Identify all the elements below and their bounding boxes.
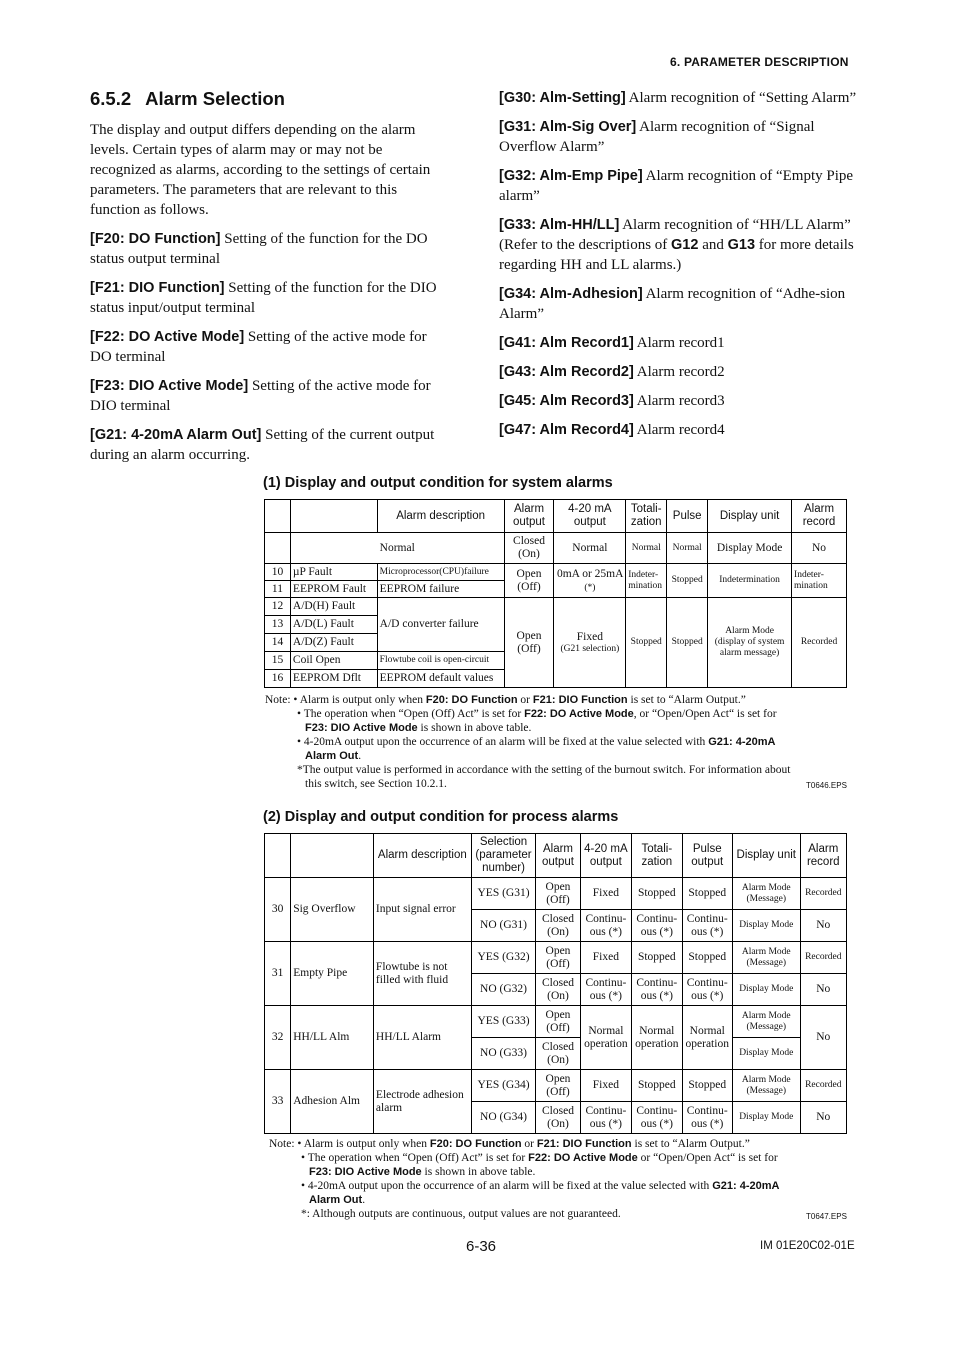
param-f20: [F20: DO Function] Setting of the function for the DO status output terminal: [90, 231, 428, 267]
param-g32: [G32: Alm-Emp Pipe] Alarm recognition of “Empty Pipe alarm”: [499, 168, 854, 204]
param-g30: [G30: Alm-Setting] Alarm recognition of “Setting Alarm”: [499, 90, 857, 106]
table-row: NO (G32) Closed (On) Continu-ous (*) Continu-ous (*) Continu-ous (*) Display Mode No: [265, 974, 847, 1006]
table-header-row: Alarm description Alarm output 4-20 mA output Totali-zation Pulse Display unit Alarm record: [265, 500, 847, 533]
param-g34: [G34: Alm-Adhesion] Alarm recognition of “Adhe-sion Alarm”: [499, 286, 846, 322]
param-f21: [F21: DIO Function] Setting of the function for the DIO status input/output terminal: [90, 280, 437, 316]
table2-title: (2) Display and output condition for process alarms: [263, 809, 619, 825]
table-header-row: Alarm description Selection (parameter number) Alarm output 4-20 mA output Totali-zation Pulse output Display unit Alarm record: [265, 834, 847, 878]
param-f22: [F22: DO Active Mode] Setting of the active mode for DO terminal: [90, 329, 427, 365]
param-g41: [G41: Alm Record1] Alarm record1: [499, 335, 725, 351]
table1-title: (1) Display and output condition for system alarms: [263, 475, 613, 491]
page-number: 6-36: [466, 1238, 497, 1255]
param-g47: [G47: Alm Record4] Alarm record4: [499, 422, 725, 438]
right-column: [499, 88, 861, 449]
section-title: Alarm Selection: [145, 88, 285, 109]
table-row: Normal Closed (On) Normal Normal Normal Display Mode No: [265, 533, 847, 564]
intro-paragraph: The display and output differs depending on the alarm levels. Certain types of alarm may or may not be recognized as alarms, according to the settings of certain parameters. The parameters that are relevant to this function as follows.: [90, 122, 431, 218]
param-g33: [G33: Alm-HH/LL] Alarm recognition of “HH/LL Alarm” (Refer to the descriptions of G12 and G13 for more details regarding HH and LL alarms.): [499, 217, 854, 273]
table1-tag: T0646.EPS: [806, 781, 847, 790]
table-row: 31 Empty Pipe Flowtube is not filled with fluid YES (G32) Open (Off) Fixed Stopped Stopped Alarm Mode (Message) Recorded: [265, 942, 847, 974]
process-alarms-table: [264, 833, 847, 1134]
table-row: NO (G31) Closed (On) Continu-ous (*) Continu-ous (*) Continu-ous (*) Display Mode No: [265, 910, 847, 942]
table1-notes: Note: • Alarm is output only when F20: DO Function or F21: DIO Function is set to “Alarm Output.” • The operation when “Open (Off) Act” is set for F22: DO Active Mode, or “Open/Open Act“ is set for F23: DIO Active Mode is shown in above table. • 4-20mA output upon the occurrence of an alarm will be fixed at the value selected with G21: 4-20mA Alarm Out. *The output value is performed in accordance with the setting of the burnout switch. For information about this switch, see Section 10.2.1.: [265, 694, 791, 790]
table-row: 10 µP Fault Microprocessor(CPU)failure Open (Off) 0mA or 25mA (*) Indeter-mination Stopped Indetermination Indeter-mination: [265, 564, 847, 581]
table-row: NO (G34) Closed (On) Continu-ous (*) Continu-ous (*) Continu-ous (*) Display Mode No: [265, 1102, 847, 1134]
table-row: 33 Adhesion Alm Electrode adhesion alarm YES (G34) Open (Off) Fixed Stopped Stopped Alarm Mode (Message) Recorded: [265, 1070, 847, 1102]
table2-notes: Note: • Alarm is output only when F20: DO Function or F21: DIO Function is set to “Alarm Output.” • The operation when “Open (Off) Act” is set for F22: DO Active Mode or “Open/Open Act“ is set for F23: DIO Active Mode is shown in above table. • 4-20mA output upon the occurrence of an alarm will be fixed at the value selected with G21: 4-20mA Alarm Out. *: Although outputs are continuous, output values are not guaranteed.: [269, 1138, 780, 1220]
section-number: 6.5.2: [90, 88, 132, 109]
table-row: 32 HH/LL Alm HH/LL Alarm YES (G33) Open (Off) Normal operation Normal operation Normal operation Alarm Mode (Message) No: [265, 1006, 847, 1038]
document-id: IM 01E20C02-01E: [760, 1240, 855, 1252]
table-row: 13 A/D(L) Fault: [265, 616, 847, 634]
table-row: 16 EEPROM Dflt EEPROM default values: [265, 670, 847, 688]
param-g21: [G21: 4-20mA Alarm Out] Setting of the current output during an alarm occurring.: [90, 427, 435, 463]
table2-tag: T0647.EPS: [806, 1212, 847, 1221]
running-header: 6. PARAMETER DESCRIPTION: [670, 55, 849, 69]
param-g45: [G45: Alm Record3] Alarm record3: [499, 393, 725, 409]
param-g31: [G31: Alm-Sig Over] Alarm recognition of “Signal Overflow Alarm”: [499, 119, 815, 155]
table-row: NO (G33) Closed (On) Display Mode: [265, 1038, 847, 1070]
table-row: 15 Coil Open Flowtube coil is open-circuit: [265, 652, 847, 670]
section-heading: [90, 88, 450, 110]
param-g43: [G43: Alm Record2] Alarm record2: [499, 364, 725, 380]
table-row: 30 Sig Overflow Input signal error YES (G31) Open (Off) Fixed Stopped Stopped Alarm Mode (Message) Recorded: [265, 878, 847, 910]
table-row: 12 A/D(H) Fault A/D converter failure Open (Off) Fixed (G21 selection) Stopped Stopped Alarm Mode (display of system alarm message) Recorded: [265, 598, 847, 616]
table-row: 11 EEPROM Fault EEPROM failure: [265, 581, 847, 598]
table-row: 14 A/D(Z) Fault: [265, 634, 847, 652]
system-alarms-table: [264, 499, 847, 688]
param-f23: [F23: DIO Active Mode] Setting of the active mode for DIO terminal: [90, 378, 431, 414]
left-column: [90, 88, 450, 474]
